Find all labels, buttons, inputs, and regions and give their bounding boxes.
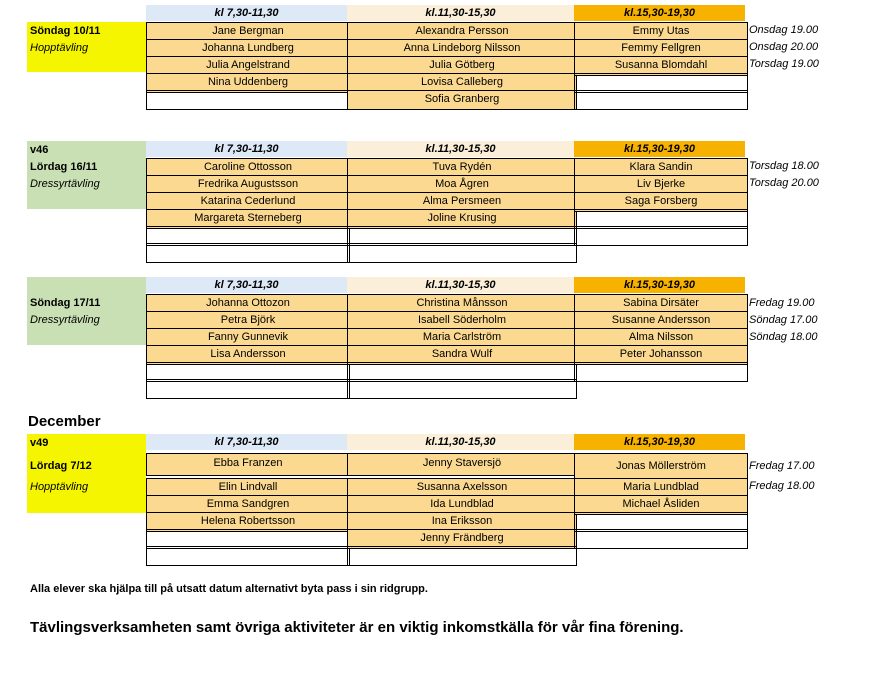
event-type: Hopptävling bbox=[30, 42, 89, 54]
schedule-cell: Jonas Möllerström bbox=[574, 453, 748, 481]
schedule-cell bbox=[347, 243, 577, 263]
schedule-cell: Julia Angelstrand bbox=[146, 56, 350, 76]
schedule-cell: Susanna Blomdahl bbox=[574, 56, 748, 76]
schedule-cell: Emma Sandgren bbox=[146, 495, 350, 515]
schedule-cell: Joline Krusing bbox=[347, 209, 577, 229]
schedule-cell: Elin Lindvall bbox=[146, 478, 350, 498]
shift-note: Fredag 19.00 bbox=[749, 297, 815, 309]
schedule-cell bbox=[347, 546, 577, 566]
shift-note: Torsdag 19.00 bbox=[749, 58, 819, 70]
schedule-cell: Tuva Rydén bbox=[347, 158, 577, 178]
schedule-cell: Helena Robertsson bbox=[146, 512, 350, 532]
schedule-cell: Sandra Wulf bbox=[347, 345, 577, 365]
schedule-cell: Sofia Granberg bbox=[347, 90, 577, 110]
schedule-cell bbox=[146, 379, 350, 399]
schedule-cell: Lisa Andersson bbox=[146, 345, 350, 365]
shift-header: kl 7,30-11,30 bbox=[146, 141, 347, 157]
schedule-cell bbox=[146, 90, 350, 110]
shift-note: Onsdag 20.00 bbox=[749, 41, 819, 53]
shift-header: kl 7,30-11,30 bbox=[146, 434, 347, 450]
schedule-cell: Christina Månsson bbox=[347, 294, 577, 314]
schedule-cell: Fanny Gunnevik bbox=[146, 328, 350, 348]
shift-note: Söndag 17.00 bbox=[749, 314, 818, 326]
shift-header: kl.11,30-15,30 bbox=[347, 5, 574, 21]
event-date: Lördag 16/11 bbox=[30, 161, 98, 173]
schedule-cell: Anna Lindeborg Nilsson bbox=[347, 39, 577, 59]
shift-note: Torsdag 20.00 bbox=[749, 177, 819, 189]
shift-note: Fredag 18.00 bbox=[749, 480, 815, 492]
schedule-cell: Susanne Andersson bbox=[574, 311, 748, 331]
schedule-cell: Peter Johansson bbox=[574, 345, 748, 365]
event-date: Söndag 17/11 bbox=[30, 297, 101, 309]
shift-header: kl.15,30-19,30 bbox=[574, 277, 745, 293]
schedule-cell: Jenny Frändberg bbox=[347, 529, 577, 549]
schedule-cell: Maria Carlström bbox=[347, 328, 577, 348]
schedule-cell: Moa Ågren bbox=[347, 175, 577, 195]
schedule-cell: Petra Björk bbox=[146, 311, 350, 331]
schedule-cell: Maria Lundblad bbox=[574, 478, 748, 498]
schedule-cell: Femmy Fellgren bbox=[574, 39, 748, 59]
shift-note: Onsdag 19.00 bbox=[749, 24, 819, 36]
event-type: Dressyrtävling bbox=[30, 314, 100, 326]
schedule-cell: Johanna Ottozon bbox=[146, 294, 350, 314]
week-label: v46 bbox=[30, 144, 49, 156]
schedule-cell bbox=[574, 226, 748, 246]
month-heading: December bbox=[28, 413, 101, 430]
schedule-cell bbox=[574, 529, 748, 549]
schedule-cell bbox=[146, 243, 350, 263]
schedule-cell bbox=[347, 379, 577, 399]
schedule-cell: Jane Bergman bbox=[146, 22, 350, 42]
schedule-cell: Ina Eriksson bbox=[347, 512, 577, 532]
schedule-cell: Saga Forsberg bbox=[574, 192, 748, 212]
event-date: Lördag 7/12 bbox=[30, 460, 92, 472]
schedule-cell: Sabina Dirsäter bbox=[574, 294, 748, 314]
schedule-cell: Alma Persmeen bbox=[347, 192, 577, 212]
schedule-cell: Michael Åsliden bbox=[574, 495, 748, 515]
shift-note: Fredag 17.00 bbox=[749, 460, 815, 472]
shift-header: kl.15,30-19,30 bbox=[574, 5, 745, 21]
schedule-cell bbox=[146, 546, 350, 566]
shift-note: Torsdag 18.00 bbox=[749, 160, 819, 172]
schedule-cell: Ida Lundblad bbox=[347, 495, 577, 515]
shift-header: kl.11,30-15,30 bbox=[347, 277, 574, 293]
schedule-cell: Susanna Axelsson bbox=[347, 478, 577, 498]
schedule-cell: Ebba Franzen bbox=[146, 453, 350, 476]
schedule-cell: Klara Sandin bbox=[574, 158, 748, 178]
schedule-cell: Margareta Sterneberg bbox=[146, 209, 350, 229]
schedule-cell: Nina Uddenberg bbox=[146, 73, 350, 93]
shift-header: kl 7,30-11,30 bbox=[146, 277, 347, 293]
event-type: Dressyrtävling bbox=[30, 178, 100, 190]
schedule-cell: Isabell Söderholm bbox=[347, 311, 577, 331]
schedule-cell bbox=[574, 90, 748, 110]
footer-statement: Tävlingsverksamheten samt övriga aktiviteter är en viktig inkomstkälla för vår fina förening. bbox=[30, 619, 684, 636]
schedule-cell: Liv Bjerke bbox=[574, 175, 748, 195]
schedule-cell: Fredrika Augustsson bbox=[146, 175, 350, 195]
schedule-cell: Alexandra Persson bbox=[347, 22, 577, 42]
schedule-cell: Julia Götberg bbox=[347, 56, 577, 76]
schedule-cell: Caroline Ottosson bbox=[146, 158, 350, 178]
shift-note: Söndag 18.00 bbox=[749, 331, 818, 343]
schedule-cell: Emmy Utas bbox=[574, 22, 748, 42]
schedule-cell: Jenny Staversjö bbox=[347, 453, 577, 476]
schedule-cell bbox=[574, 362, 748, 382]
schedule-cell: Johanna Lundberg bbox=[146, 39, 350, 59]
event-label-box bbox=[27, 277, 146, 345]
shift-header: kl 7,30-11,30 bbox=[146, 5, 347, 21]
shift-header: kl.15,30-19,30 bbox=[574, 434, 745, 450]
schedule-cell: Alma Nilsson bbox=[574, 328, 748, 348]
event-type: Hopptävling bbox=[30, 481, 89, 493]
event-date: Söndag 10/11 bbox=[30, 25, 101, 37]
shift-header: kl.11,30-15,30 bbox=[347, 141, 574, 157]
shift-header: kl.15,30-19,30 bbox=[574, 141, 745, 157]
schedule-cell: Lovisa Calleberg bbox=[347, 73, 577, 93]
week-label: v49 bbox=[30, 437, 49, 449]
shift-header: kl.11,30-15,30 bbox=[347, 434, 574, 450]
schedule-cell: Katarina Cederlund bbox=[146, 192, 350, 212]
footer-note: Alla elever ska hjälpa till på utsatt datum alternativt byta pass i sin ridgrupp. bbox=[30, 583, 428, 595]
